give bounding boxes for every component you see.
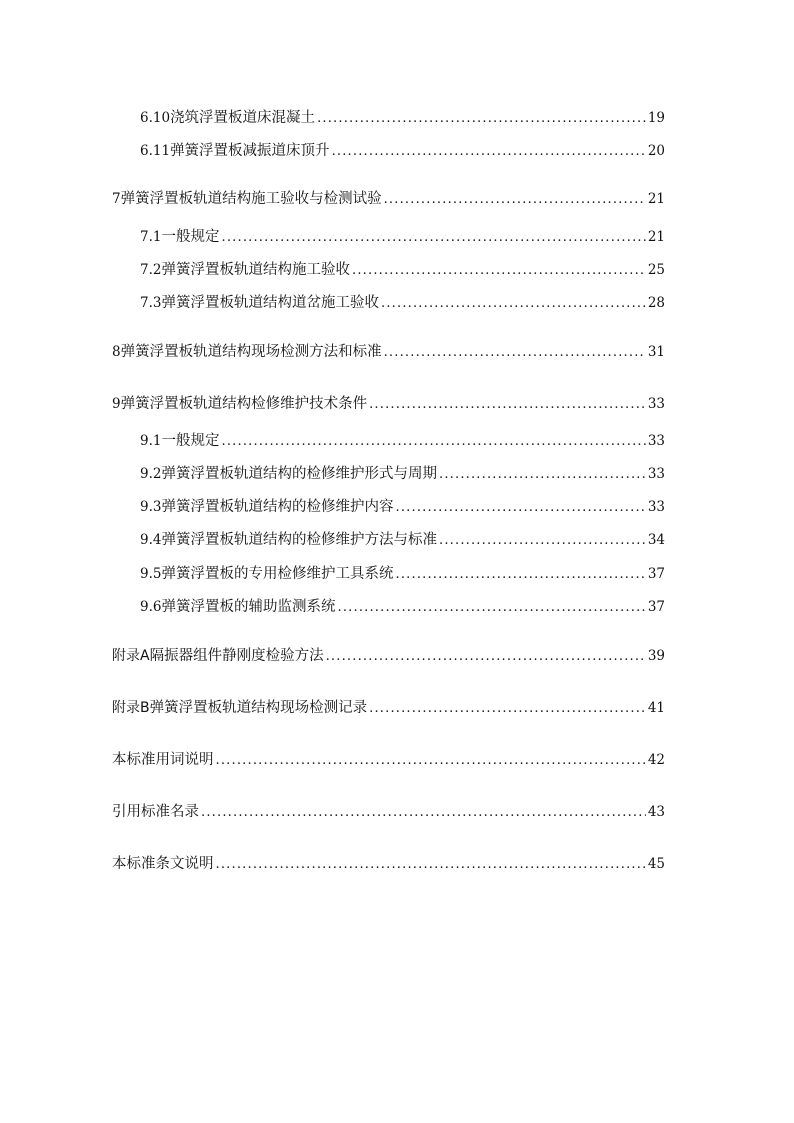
toc-leader-dots xyxy=(369,699,646,719)
toc-leader-dots xyxy=(439,531,646,551)
toc-title: 弹簧浮置板轨道结构的检修维护方法与标准 xyxy=(161,532,437,548)
toc-page-number: 25 xyxy=(647,262,665,278)
toc-entry-referenced-standards[interactable] xyxy=(112,802,665,823)
toc-number: 9.6 xyxy=(140,599,162,615)
toc-leader-dots xyxy=(221,432,645,452)
toc-leader-dots xyxy=(439,465,646,485)
toc-page-number: 20 xyxy=(647,143,665,159)
toc-title: 弹簧浮置板轨道结构施工验收 xyxy=(161,262,350,278)
toc-title: 弹簧浮置板轨道结构现场检测方法和标准 xyxy=(120,344,382,360)
toc-number: 9.2 xyxy=(140,466,162,482)
toc-number: 附录A xyxy=(112,648,150,664)
toc-leader-dots xyxy=(352,261,646,281)
toc-page-number: 37 xyxy=(647,566,665,582)
toc-leader-dots xyxy=(332,142,646,162)
toc-leader-dots xyxy=(216,751,646,771)
toc-title: 弹簧浮置板轨道结构检修维护技术条件 xyxy=(120,396,368,412)
toc-number: 6.11 xyxy=(140,143,171,159)
toc-number: 9.5 xyxy=(140,566,162,582)
toc-entry-9-4[interactable] xyxy=(140,530,665,551)
toc-title: 浇筑浮置板道床混凝土 xyxy=(170,110,316,126)
toc-entry-appendix-b[interactable] xyxy=(112,698,665,719)
toc-title: 弹簧浮置板的辅助监测系统 xyxy=(161,599,336,615)
toc-page-number: 37 xyxy=(647,599,665,615)
toc-entry-9-2[interactable] xyxy=(140,464,665,485)
toc-entry-appendix-a[interactable] xyxy=(112,646,665,667)
toc-leader-dots xyxy=(326,647,646,667)
toc-leader-dots xyxy=(384,343,646,363)
toc-entry-6-10[interactable] xyxy=(140,108,665,129)
toc-entry-6-11[interactable] xyxy=(140,141,665,162)
toc-entry-8[interactable] xyxy=(112,342,665,363)
toc-title: 弹簧浮置板轨道结构的检修维护内容 xyxy=(161,499,394,515)
toc-title: 一般规定 xyxy=(161,229,220,245)
toc-entry-9-3[interactable] xyxy=(140,497,665,518)
toc-page-number: 33 xyxy=(647,396,665,412)
toc-leader-dots xyxy=(384,190,646,210)
toc-leader-dots xyxy=(381,294,646,314)
toc-leader-dots xyxy=(395,565,645,585)
toc-title: 隔振器组件静刚度检验方法 xyxy=(149,648,324,664)
toc-number: 9.4 xyxy=(140,532,162,548)
toc-leader-dots xyxy=(216,855,646,875)
toc-number: 附录B xyxy=(112,700,150,716)
toc-page-number: 21 xyxy=(647,229,665,245)
toc-entry-9-5[interactable] xyxy=(140,564,665,585)
toc-number: 9.3 xyxy=(140,499,162,515)
toc-number: 8 xyxy=(112,344,121,360)
toc-leader-dots xyxy=(395,498,645,518)
toc-number: 7.2 xyxy=(140,262,162,278)
toc-title: 一般规定 xyxy=(161,433,220,449)
toc-entry-7[interactable] xyxy=(112,189,665,210)
toc-page-number: 33 xyxy=(647,466,665,482)
toc-page-number: 41 xyxy=(647,700,665,716)
toc-title: 引用标准名录 xyxy=(112,804,199,820)
toc-number: 9.1 xyxy=(140,433,162,449)
toc-page-number: 39 xyxy=(647,648,665,664)
toc-number: 6.10 xyxy=(140,110,171,126)
toc-leader-dots xyxy=(369,395,646,415)
toc-leader-dots xyxy=(221,228,645,248)
toc-page-number: 19 xyxy=(647,110,665,126)
toc-leader-dots xyxy=(337,598,645,618)
toc-entry-9-1[interactable] xyxy=(140,431,665,452)
toc-entry-9[interactable] xyxy=(112,394,665,415)
toc-title: 本标准用词说明 xyxy=(112,752,214,768)
toc-number: 7.1 xyxy=(140,229,162,245)
toc-entry-7-3[interactable] xyxy=(140,293,665,314)
toc-entry-7-1[interactable] xyxy=(140,227,665,248)
toc-title: 弹簧浮置板轨道结构的检修维护形式与周期 xyxy=(161,466,437,482)
toc-page-number: 33 xyxy=(647,499,665,515)
toc-title: 本标准条文说明 xyxy=(112,856,214,872)
toc-number: 9 xyxy=(112,396,121,412)
toc-page-number: 21 xyxy=(647,191,665,207)
toc-title: 弹簧浮置板轨道结构现场检测记录 xyxy=(149,700,368,716)
toc-title: 弹簧浮置板轨道结构施工验收与检测试验 xyxy=(120,191,382,207)
toc-entry-9-6[interactable] xyxy=(140,597,665,618)
toc-page-number: 42 xyxy=(647,752,665,768)
toc-page-number: 43 xyxy=(647,804,665,820)
toc-title: 弹簧浮置板减振道床顶升 xyxy=(170,143,330,159)
toc-leader-dots xyxy=(317,109,646,129)
toc-number: 7 xyxy=(112,191,121,207)
toc-leader-dots xyxy=(201,803,646,823)
toc-page-number: 33 xyxy=(647,433,665,449)
toc-title: 弹簧浮置板的专用检修维护工具系统 xyxy=(161,566,394,582)
toc-page-number: 34 xyxy=(647,532,665,548)
toc-title: 弹簧浮置板轨道结构道岔施工验收 xyxy=(161,295,379,311)
toc-entry-7-2[interactable] xyxy=(140,260,665,281)
toc-entry-terminology[interactable] xyxy=(112,750,665,771)
toc-entry-clause-explanation[interactable] xyxy=(112,854,665,875)
toc-number: 7.3 xyxy=(140,295,162,311)
toc-page-number: 28 xyxy=(647,295,665,311)
toc-page-number: 31 xyxy=(647,344,665,360)
toc-page-number: 45 xyxy=(647,856,665,872)
